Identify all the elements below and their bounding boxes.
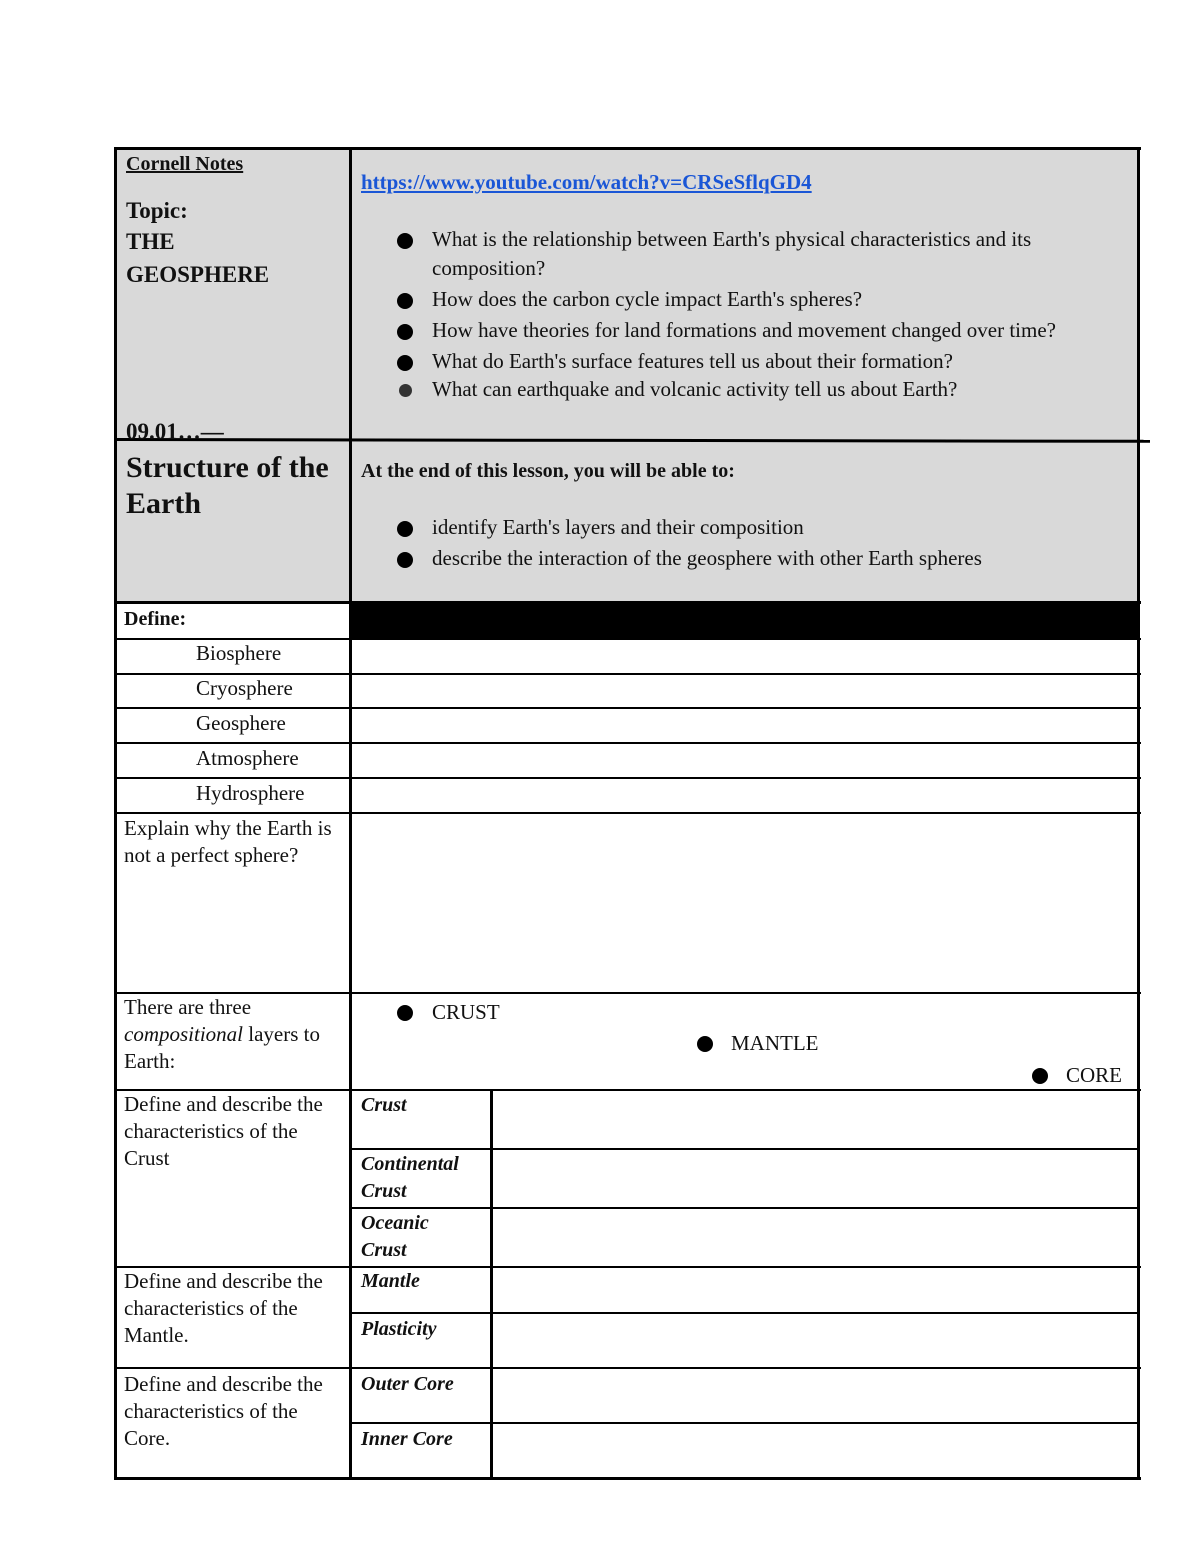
explain-prompt: Explain why the Earth is not a perfect sphere? <box>124 816 332 867</box>
question-item: What is the relationship between Earth's physical characteristics and its composition? <box>397 225 1122 283</box>
answer-geosphere[interactable] <box>352 709 1137 742</box>
bullet-icon <box>397 1005 413 1021</box>
topic-line-2: GEOSPHERE <box>126 262 270 287</box>
topic-line-1: THE <box>126 229 175 254</box>
bullet-icon <box>397 552 413 568</box>
black-header-bar <box>351 603 1139 638</box>
term-inner-core: Inner Core <box>361 1428 453 1450</box>
answer-outer-core[interactable] <box>493 1369 1137 1422</box>
question-item: What do Earth's surface features tell us about their formation? <box>397 347 1122 376</box>
term-mantle: Mantle <box>361 1270 420 1292</box>
layer-crust: CRUST <box>397 998 500 1026</box>
mantle-prompt: Define and describe the characteristics of the Mantle. <box>124 1269 323 1347</box>
term-outer-core: Outer Core <box>361 1373 454 1395</box>
layer-mantle: MANTLE <box>697 1029 819 1057</box>
bullet-icon <box>1032 1068 1048 1084</box>
term-plasticity: Plasticity <box>361 1318 437 1340</box>
frame-top <box>114 147 1141 150</box>
core-prompt: Define and describe the characteristics of the Core. <box>124 1372 323 1450</box>
crust-prompt: Define and describe the characteristics of the Crust <box>124 1092 323 1170</box>
term-crust: Crust <box>361 1094 407 1116</box>
answer-hydrosphere[interactable] <box>352 779 1137 812</box>
answer-plasticity[interactable] <box>493 1314 1137 1367</box>
define-label: Define: <box>124 608 187 630</box>
objective-item: identify Earth's layers and their composition <box>397 513 1122 542</box>
cornell-notes-title: Cornell Notes <box>126 153 244 175</box>
bullet-icon <box>397 233 413 249</box>
term-continental-crust: Continental Crust <box>361 1153 459 1202</box>
lesson-title: Structure of the Earth <box>126 451 329 520</box>
objective-item: describe the interaction of the geosphere with other Earth spheres <box>397 544 1122 573</box>
bullet-icon <box>399 384 412 397</box>
define-term-atmosphere: Atmosphere <box>196 746 299 770</box>
bullet-icon <box>697 1036 713 1052</box>
answer-biosphere[interactable] <box>352 640 1137 673</box>
objectives-heading: At the end of this lesson, you will be able to: <box>361 460 735 482</box>
bullet-icon <box>397 355 413 371</box>
define-term-geosphere: Geosphere <box>196 711 286 735</box>
topic-label: Topic: <box>126 198 188 223</box>
frame-bottom <box>114 1477 1141 1480</box>
lesson-code: 09.01…— <box>126 419 224 444</box>
question-item: How does the carbon cycle impact Earth's spheres? <box>397 285 1122 314</box>
answer-atmosphere[interactable] <box>352 744 1137 777</box>
bullet-icon <box>397 293 413 309</box>
layers-prompt: There are three compositional layers to Earth: <box>124 995 320 1073</box>
answer-mantle[interactable] <box>493 1268 1137 1312</box>
header-bottom-line <box>114 601 1141 604</box>
define-term-hydrosphere: Hydrosphere <box>196 781 305 805</box>
question-item: What can earthquake and volcanic activity tell us about Earth? <box>397 375 1122 404</box>
question-item: How have theories for land formations and movement changed over time? <box>397 316 1122 345</box>
video-link-wrap <box>361 169 812 196</box>
objectives-list <box>397 513 1122 575</box>
answer-continental-crust[interactable] <box>493 1150 1137 1207</box>
answer-inner-core[interactable] <box>493 1424 1137 1477</box>
define-term-biosphere: Biosphere <box>196 641 282 665</box>
bullet-icon <box>397 324 413 340</box>
answer-crust[interactable] <box>493 1091 1137 1148</box>
answer-explain[interactable] <box>352 814 1137 992</box>
answer-cryosphere[interactable] <box>352 675 1137 707</box>
bullet-icon <box>397 521 413 537</box>
video-link[interactable]: https://www.youtube.com/watch?v=CRSeSflqGD4 <box>361 170 812 194</box>
term-oceanic-crust: Oceanic Crust <box>361 1212 429 1261</box>
layer-core: CORE <box>1032 1061 1122 1089</box>
define-term-cryosphere: Cryosphere <box>196 676 293 700</box>
answer-oceanic-crust[interactable] <box>493 1209 1137 1266</box>
essential-questions <box>397 225 1122 406</box>
